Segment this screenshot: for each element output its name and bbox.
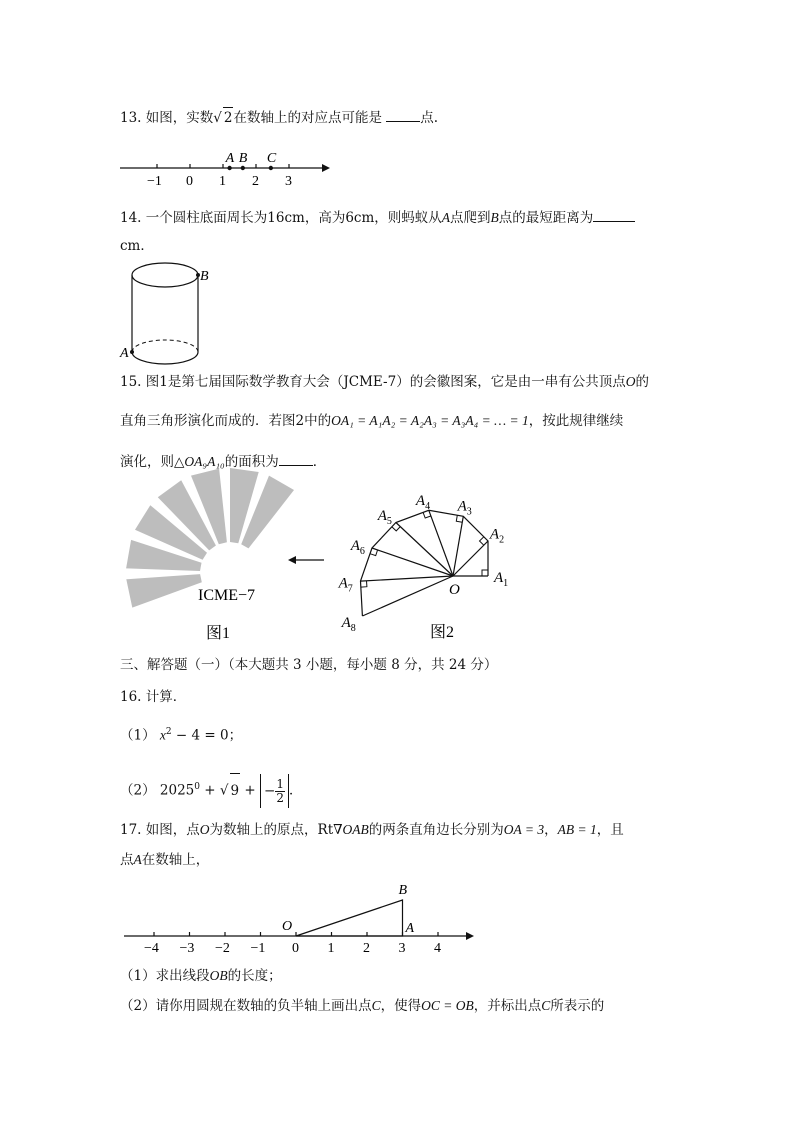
q14-var-a: A bbox=[441, 210, 451, 225]
q16-p2-sqrt: 9 bbox=[230, 773, 241, 808]
q15-line-2 bbox=[120, 411, 623, 431]
q14-line bbox=[120, 207, 635, 228]
section3-heading: 三、解答题（一）（本大题共 3 小题，每小题 8 分，共 24 分） bbox=[120, 657, 498, 673]
q17-ab: AB = 1 bbox=[557, 822, 597, 837]
cylinder-bottom-front bbox=[132, 352, 198, 364]
q17-p2-e: 所表示的 bbox=[550, 998, 605, 1014]
q17-comma: ， bbox=[544, 822, 558, 838]
q16-p2-frac bbox=[275, 778, 285, 805]
q16-p2-label: （2） bbox=[120, 782, 156, 799]
q13-answer-blank[interactable] bbox=[386, 107, 420, 122]
q13-tick-label: 1 bbox=[219, 174, 226, 189]
q16-p2-base: 2025 bbox=[159, 782, 195, 799]
q14-cylinder-figure bbox=[118, 260, 228, 370]
q17-p1-var: OB bbox=[209, 968, 228, 983]
q15-line2-b: ，按此规律继续 bbox=[528, 413, 624, 429]
fig2-spoke bbox=[372, 548, 453, 576]
q17-part1 bbox=[120, 966, 282, 986]
fig2-point-label: $A_2$ bbox=[489, 526, 505, 546]
q13-tick-label: 3 bbox=[285, 174, 292, 189]
fig2-origin-label: O bbox=[449, 582, 460, 598]
fig2-spoke bbox=[361, 576, 454, 581]
q14-text-a: 一个圆柱底面周长为16cm，高为6cm，则蚂蚁从 bbox=[145, 210, 442, 226]
q14-text-c: 点的最短距离为 bbox=[498, 210, 594, 226]
label-b: B bbox=[200, 269, 209, 284]
q17-tick-label: −4 bbox=[144, 941, 159, 956]
q17-oa: OA = 3 bbox=[503, 822, 545, 837]
q13-text-c: 点. bbox=[420, 110, 439, 126]
q13-point-dot bbox=[269, 166, 273, 170]
cylinder-bottom-back bbox=[132, 340, 198, 352]
point-a-dot bbox=[130, 350, 134, 354]
q16-part1 bbox=[120, 722, 242, 746]
q17-line2-b: 在数轴上， bbox=[141, 852, 210, 868]
sqrt-symbol: √ bbox=[213, 110, 222, 126]
q13-point-label: A bbox=[225, 151, 235, 166]
q17-tri: OAB bbox=[342, 822, 369, 837]
q17-var-o: O bbox=[199, 822, 210, 837]
q13-point-dot bbox=[241, 166, 245, 170]
q16-p2-plus1: + bbox=[199, 782, 220, 799]
fig2-right-angle-mark bbox=[361, 581, 367, 587]
fig2-point-label: $A_4$ bbox=[415, 493, 431, 513]
q17-p1: （1）求出线段 bbox=[120, 968, 210, 984]
label-a: A bbox=[120, 346, 129, 361]
q17-number: 17. bbox=[120, 822, 142, 838]
q15-eq: OA₁ = A₁A₂ = A₂A₃ = A₃A₄ = … = 1 bbox=[331, 413, 529, 428]
q14-var-b: B bbox=[490, 210, 499, 225]
q17-line1-b: 为数轴上的原点，Rt∇ bbox=[209, 822, 343, 838]
fig2-point-label: $A_5$ bbox=[377, 508, 392, 528]
q13-tick-label: 0 bbox=[186, 174, 193, 189]
q15-tri: OA₉A₁₀ bbox=[184, 454, 225, 469]
q15-line3-a: 演化，则△ bbox=[120, 454, 185, 470]
fig2-spoke bbox=[362, 576, 453, 616]
q16-title-line bbox=[120, 687, 186, 707]
q13-point-dot bbox=[227, 166, 231, 170]
q17-var-a: A bbox=[133, 852, 142, 867]
q15-line1-end: 的 bbox=[635, 374, 649, 390]
q13-point-label: B bbox=[238, 151, 248, 166]
q16-title: 计算． bbox=[145, 689, 187, 705]
arrow-left bbox=[288, 554, 328, 566]
q16-p1-x: x bbox=[159, 727, 166, 743]
q14-text-b: 点爬到 bbox=[450, 210, 491, 226]
q15-line-3 bbox=[120, 451, 326, 472]
q17-p2-c2: C bbox=[541, 998, 551, 1013]
fig2-label: 图2 bbox=[430, 624, 455, 641]
q17-line-2 bbox=[120, 850, 209, 870]
q17-p2-a: （2）请你用圆规在数轴的负半轴上画出点 bbox=[120, 998, 372, 1014]
fig2-spoke bbox=[396, 523, 453, 577]
fig1-label: 图1 bbox=[206, 625, 231, 642]
q13-text-b: 在数轴上的对应点可能是 bbox=[233, 110, 382, 126]
q13-point-label: C bbox=[266, 151, 277, 166]
q15-line2-a: 直角三角形演化而成的．若图2中的 bbox=[120, 413, 332, 429]
q17-label-b: B bbox=[398, 883, 408, 898]
fig2-outer-edge bbox=[361, 510, 489, 616]
q15-line1: 图1是第七届国际数学教育大会（JCME-7）的会徽图案，它是由一串有公共顶点 bbox=[145, 374, 626, 390]
q17-p2-d: ，并标出点 bbox=[473, 998, 542, 1014]
q16-p1-sup: 2 bbox=[165, 727, 172, 737]
q16-p2-plus2: + bbox=[240, 782, 260, 799]
fig2-point-label: $A_3$ bbox=[457, 498, 472, 518]
q17-line-1 bbox=[120, 820, 624, 840]
q17-tick-label: −1 bbox=[250, 941, 266, 956]
q17-label-a: A bbox=[405, 921, 415, 936]
sqrt-symbol: √ bbox=[219, 782, 229, 799]
fig2-right-angle-mark bbox=[482, 570, 488, 576]
cylinder-top-ellipse bbox=[132, 263, 198, 287]
q17-p2-eq: OC = OB bbox=[421, 998, 474, 1013]
frac-den: 2 bbox=[276, 791, 284, 805]
q14-number: 14. bbox=[120, 210, 142, 226]
fig2-right-angle-mark bbox=[480, 537, 484, 545]
q15-figure-2 bbox=[325, 483, 525, 643]
q13-line bbox=[120, 107, 438, 128]
q17-line1-c: 的两条直角边长分别为 bbox=[368, 822, 504, 838]
q17-tick-label: 3 bbox=[398, 941, 406, 956]
q17-triangle bbox=[296, 900, 403, 936]
q16-number: 16. bbox=[120, 689, 142, 705]
q16-p2-abs bbox=[260, 774, 289, 808]
q16-p2-sup: 0 bbox=[194, 782, 200, 792]
fig1-caption: ICME−7 bbox=[198, 587, 256, 604]
q13-number: 13. bbox=[120, 110, 142, 126]
fig2-point-label: $A_6$ bbox=[350, 538, 365, 558]
q17-part2 bbox=[120, 996, 604, 1016]
q13-text-a: 如图，实数 bbox=[145, 110, 214, 126]
q17-tick-label: 4 bbox=[434, 941, 441, 956]
q15-line3-b: 的面积为 bbox=[224, 454, 279, 470]
fig2-right-angle-mark bbox=[392, 527, 401, 531]
q17-number-line-figure bbox=[120, 878, 490, 958]
q15-line-1 bbox=[120, 372, 649, 392]
q17-line1-a: 如图，点 bbox=[145, 822, 200, 838]
q14-answer-blank[interactable] bbox=[593, 207, 635, 222]
q16-p2-neg: − bbox=[264, 783, 276, 799]
q15-number: 15. bbox=[120, 374, 142, 390]
fig2-point-label: $A_7$ bbox=[338, 575, 353, 595]
q16-part2 bbox=[120, 770, 302, 808]
fig2-point-label: $A_1$ bbox=[494, 570, 509, 589]
q13-tick-label: −1 bbox=[147, 174, 162, 189]
q17-p1-end: 的长度； bbox=[227, 968, 282, 984]
fig1-wedge bbox=[126, 574, 202, 608]
q15-answer-blank[interactable] bbox=[279, 451, 313, 466]
q17-tick-label: 1 bbox=[327, 941, 335, 956]
q13-sqrt-arg: 2 bbox=[223, 107, 234, 128]
q16-p1-rest: − 4 = 0； bbox=[171, 727, 243, 744]
fig2-point-label: $A_8$ bbox=[341, 614, 356, 634]
q17-label-o: O bbox=[282, 919, 293, 934]
q17-tick-label: −2 bbox=[215, 941, 230, 956]
q15-line3-c: ． bbox=[312, 454, 327, 470]
q13-number-line bbox=[118, 146, 348, 189]
q15-var-o: O bbox=[625, 374, 636, 389]
q17-line2-a: 点 bbox=[120, 852, 134, 868]
q17-tick-label: 2 bbox=[363, 941, 370, 956]
q17-line1-d: ，且 bbox=[596, 822, 624, 838]
q16-p2-end: ． bbox=[288, 782, 303, 799]
q16-p1-label: （1） bbox=[120, 727, 156, 744]
q13-tick-label: 2 bbox=[252, 174, 259, 189]
q14-unit: cm． bbox=[120, 238, 154, 254]
q17-tick-label: −3 bbox=[179, 941, 195, 956]
q15-figure-1 bbox=[120, 500, 280, 650]
fig2-spoke bbox=[429, 510, 453, 576]
q17-p2-c: C bbox=[371, 998, 381, 1013]
q17-tick-label: 0 bbox=[292, 941, 299, 956]
q17-p2-b: ，使得 bbox=[380, 998, 422, 1014]
frac-num: 1 bbox=[276, 777, 284, 791]
